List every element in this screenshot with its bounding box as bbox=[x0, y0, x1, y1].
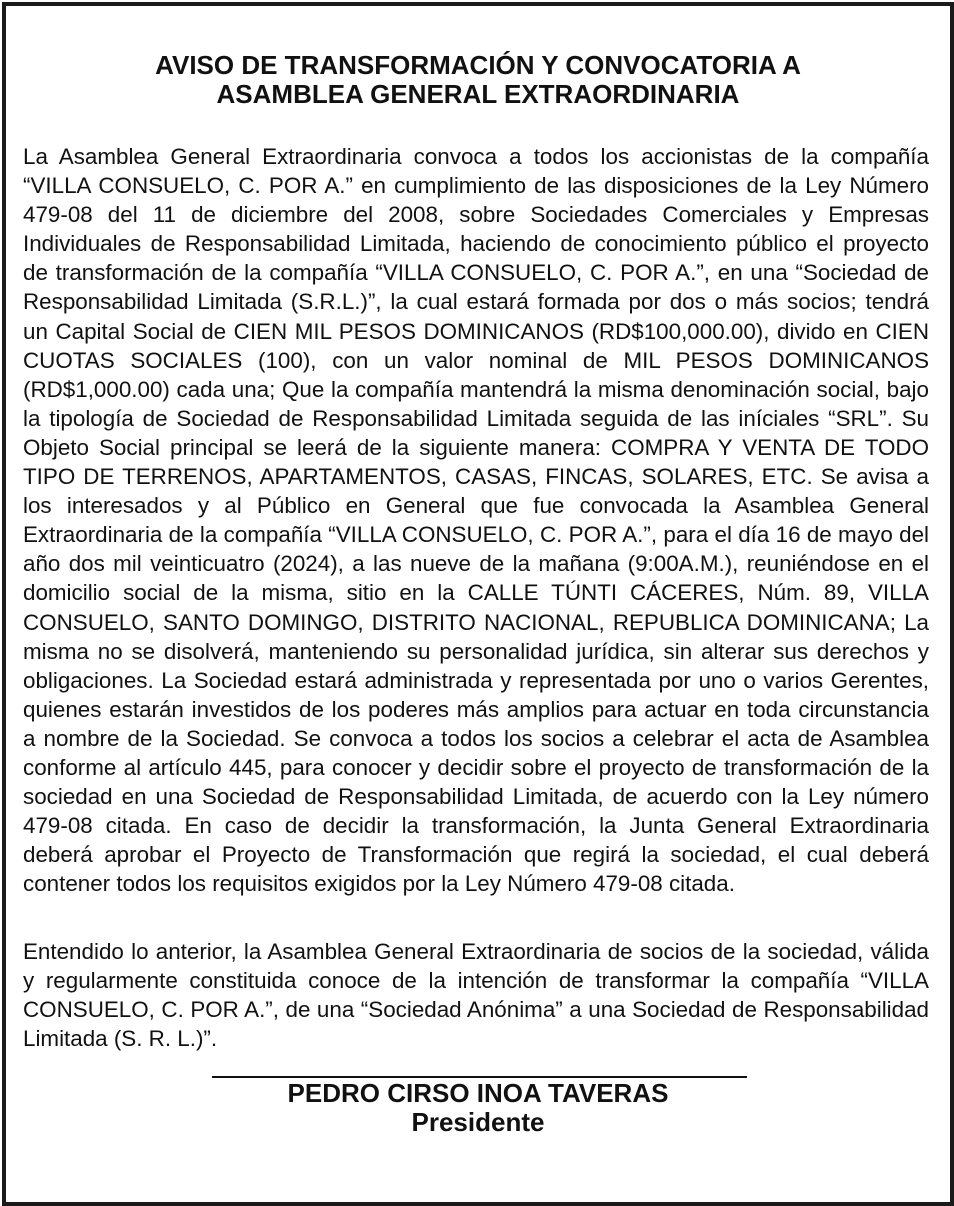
signer-name: PEDRO CIRSO INOA TAVERAS bbox=[287, 1078, 669, 1108]
notice-title bbox=[6, 51, 950, 109]
notice-body-paragraph-2: Entendido lo anterior, la Asamblea General Extraordinaria de socios de la sociedad, válida y regularmente constituida conoce de la intención de transformar la compañía “VILLA CONSUELO, C. POR A.”, de una “Sociedad Anónima” a una Sociedad de Responsabilidad Limitada (S. R. L.)”. bbox=[23, 939, 929, 1052]
notice-frame bbox=[2, 2, 954, 1206]
notice-body-paragraph-1: La Asamblea General Extraordinaria convoca a todos los accionistas de la compañía “VILLA CONSUELO, C. POR A.” en cumplimiento de las disposiciones de la Ley Número 479-08 del 11 de diciembre del 2008, sobre Sociedades Comerciales y Empresas Individuales de Responsabilidad Limitada, haciendo de conocimiento público el proyecto de transformación de la compañía “VILLA CONSUELO, C. POR A.”, en una “Sociedad de Responsabilidad Limitada (S.R.L.)”, la cual estará formada por dos o más socios; tendrá un Capital Social de CIEN MIL PESOS DOMINICANOS (RD$100,000.00), divido en CIEN CUOTAS SOCIALES (100), con un valor nominal de MIL PESOS DOMINICANOS (RD$1,000.00) cada una; Que la compañía mantendrá la misma denominación social, bajo la tipología de Sociedad de Responsabilidad Limitada seguida de las iníciales “SRL”. Su Objeto Social principal se leerá de la siguiente manera: COMPRA Y VENTA DE TODO TIPO DE TERRENOS, APARTAMENTOS, CASAS, FINCAS, SOLARES, ETC. Se avisa a los interesados y al Público en General que fue convocada la Asamblea General Extraordinaria de la compañía “VILLA CONSUELO, C. POR A.”, para el día 16 de mayo del año dos mil veinticuatro (2024), a las nueve de la mañana (9:00A.M.), reuniéndose en el domicilio social de la misma, sitio en la CALLE TÚNTI CÁCERES, Núm. 89, VILLA CONSUELO, SANTO DOMINGO, DISTRITO NACIONAL, REPUBLICA DOMINICANA; La misma no se disolverá, manteniendo su personalidad jurídica, sin alterar sus derechos y obligaciones. La Sociedad estará administrada y representada por uno o varios Gerentes, quienes estarán investidos de los poderes más amplios para actuar en toda circunstancia a nombre de la Sociedad. Se convoca a todos los socios a celebrar el acta de Asamblea conforme al artículo 445, para conocer y decidir sobre el proyecto de transformación de la sociedad en una Sociedad de Responsabilidad Limitada, de acuerdo con la Ley número 479-08 citada. En caso de decidir la transformación, la Junta General Extraordinaria deberá aprobar el Proyecto de Transformación que regirá la sociedad, el cual deberá contener todos los requisitos exigidos por la Ley Número 479-08 citada. bbox=[23, 144, 929, 897]
signer-role: Presidente bbox=[411, 1107, 545, 1137]
notice-title-line-2: ASAMBLEA GENERAL EXTRAORDINARIA bbox=[216, 79, 740, 109]
notice-title-line-1: AVISO DE TRANSFORMACIÓN Y CONVOCATORIA A bbox=[155, 50, 801, 80]
